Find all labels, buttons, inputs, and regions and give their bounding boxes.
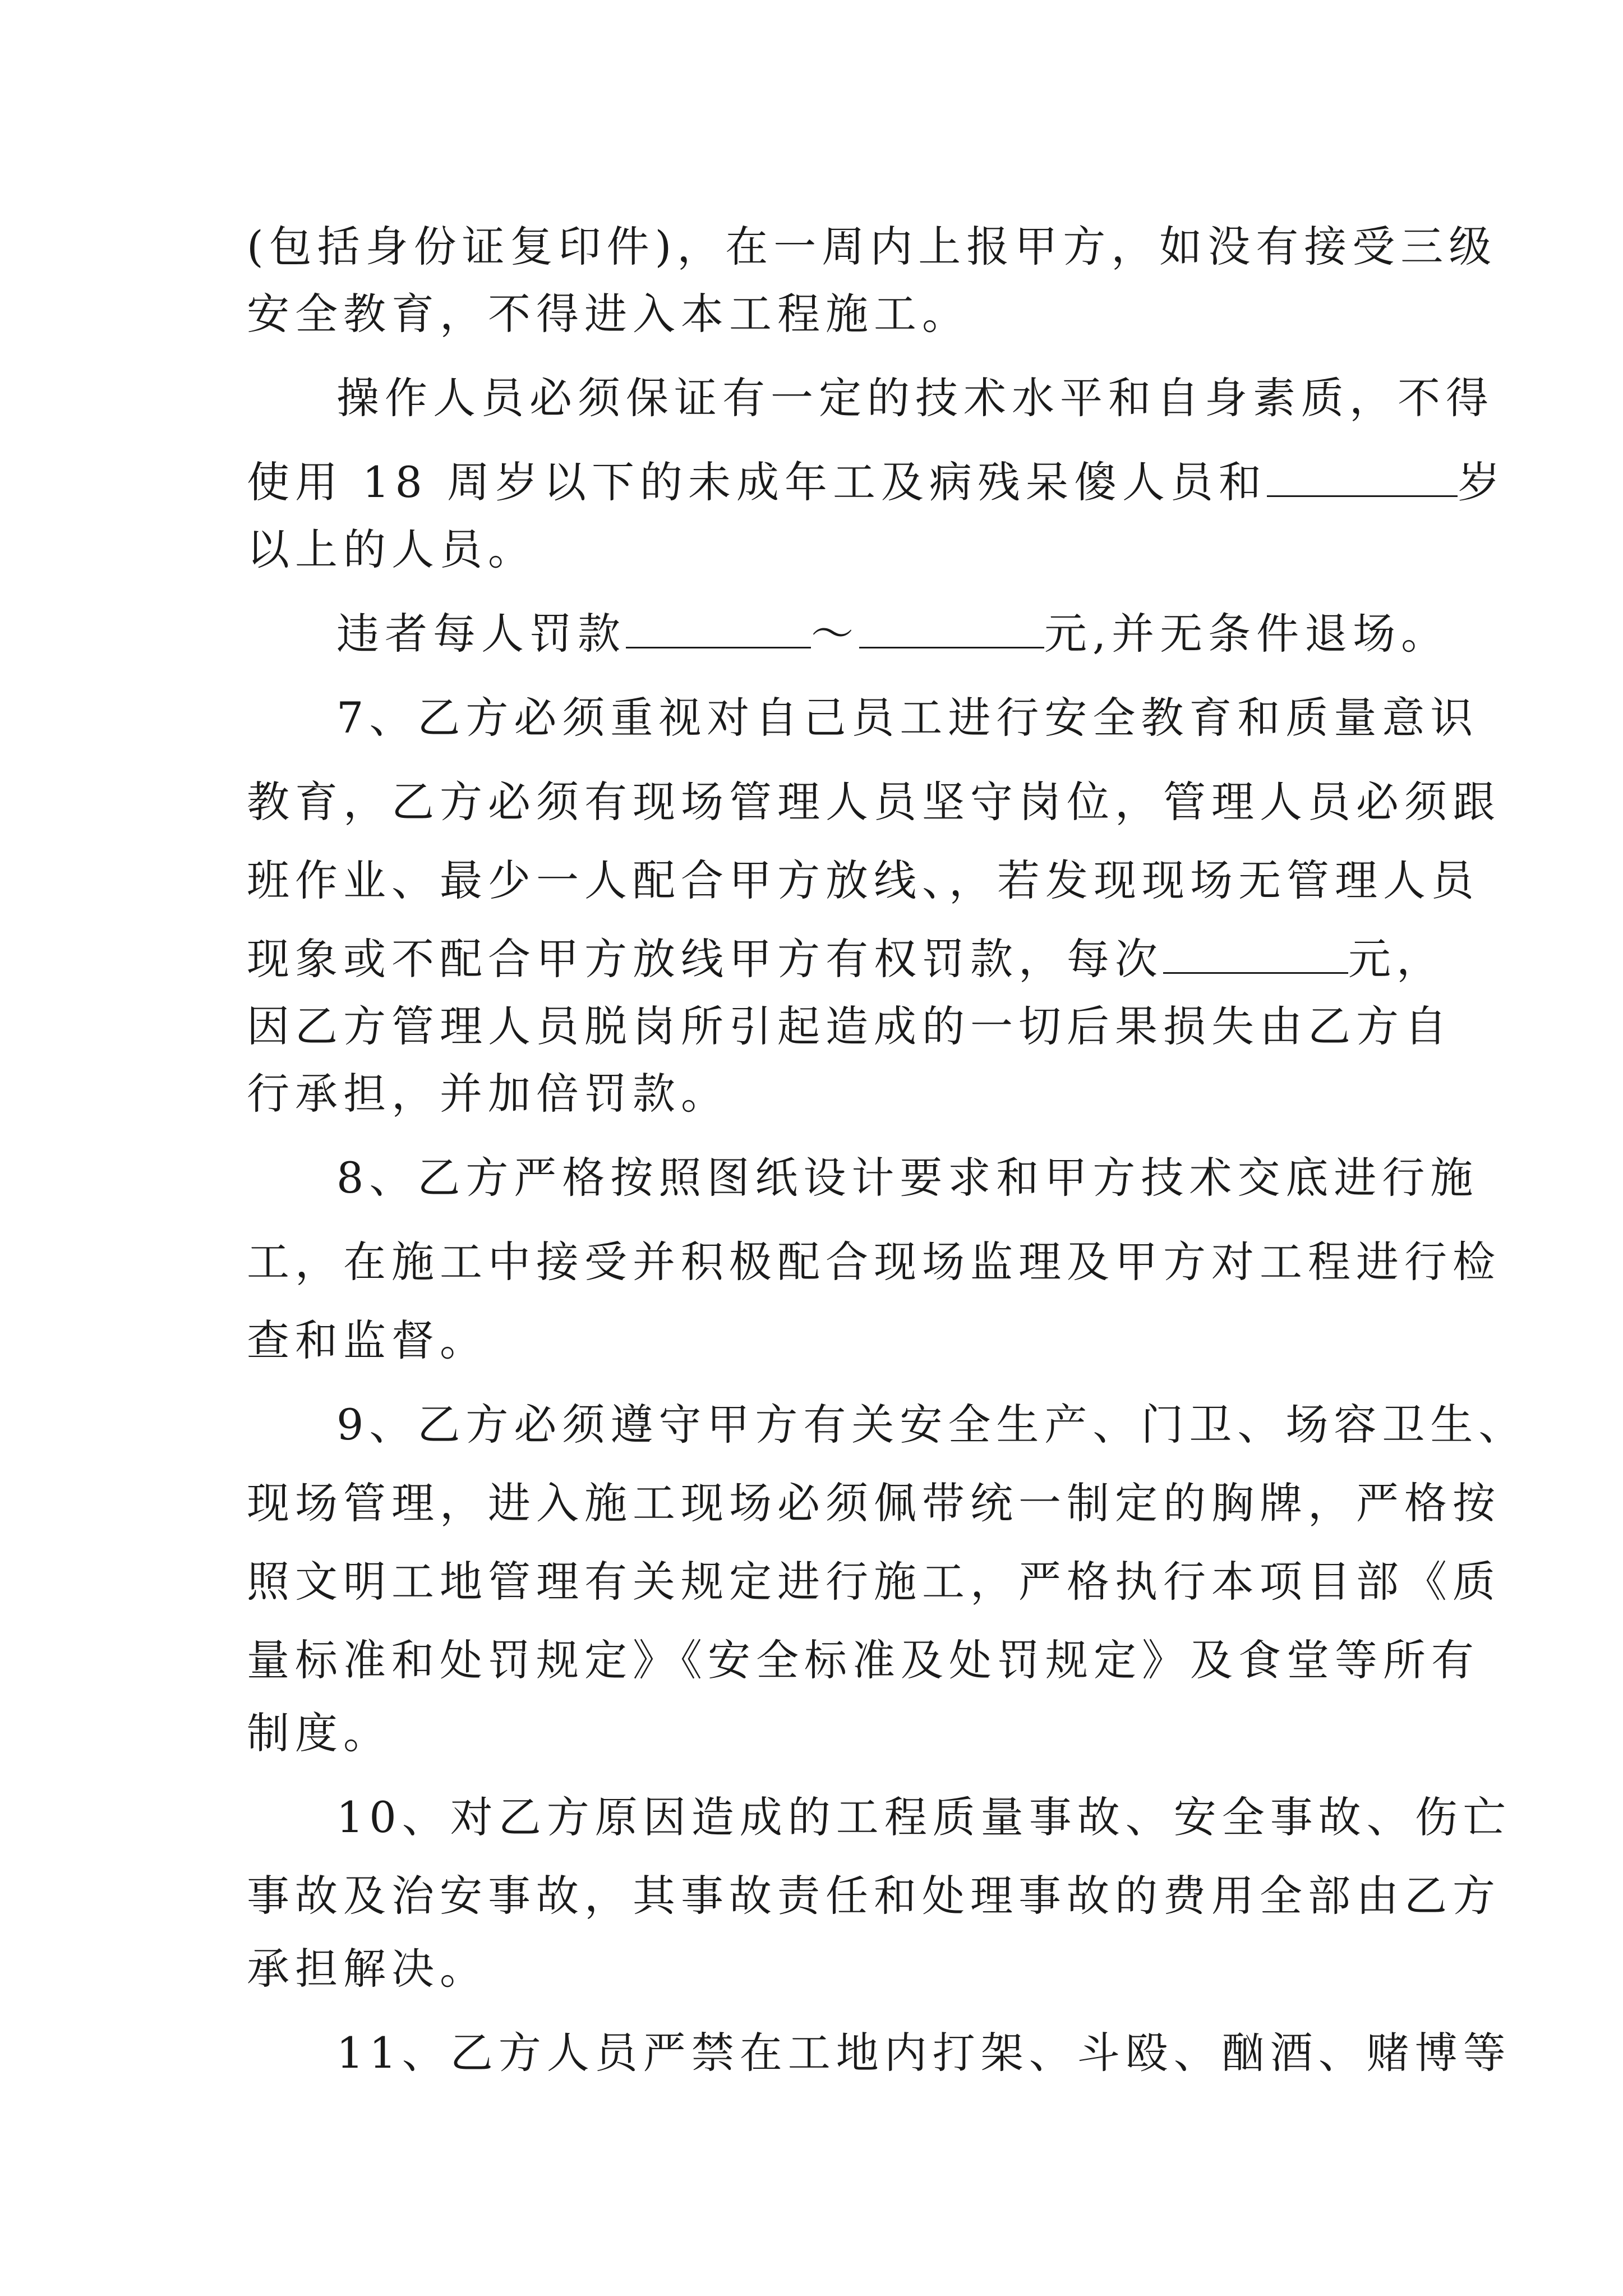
text-line: 查和监督。 (247, 1315, 488, 1365)
text-line: 照文明工地管理有关规定进行施工，严格执行本项目部《质 (247, 1557, 1501, 1607)
text-segment: 元， (1348, 934, 1445, 984)
text-line: 安全教育，不得进入本工程施工。 (247, 289, 970, 339)
text-line: 7、乙方必须重视对自己员工进行安全教育和质量意识 (336, 693, 1479, 743)
text-line: 11、乙方人员严禁在工地内打架、斗殴、酗酒、赌博等 (336, 2028, 1511, 2078)
text-line: (包括身份证复印件)，在一周内上报甲方，如没有接受三级 (247, 222, 1497, 272)
text-line (247, 600, 1481, 668)
text-line: 承担解决。 (247, 1944, 488, 1994)
text-line: 事故及治安事故，其事故责任和处理事故的费用全部由乙方 (247, 1871, 1501, 1921)
text-line: 行承担，并加倍罚款。 (247, 1069, 729, 1119)
text-line: 班作业、最少一人配合甲方放线、，若发现现场无管理人员 (247, 855, 1479, 905)
text-segment: 岁 (1458, 457, 1506, 507)
text-line: 以上的人员。 (247, 524, 536, 574)
text-line: 量标准和处罚规定》《安全标准及处罚规定》及食堂等所有 (247, 1635, 1479, 1685)
text-segment: 违者每人罚款 (336, 609, 626, 659)
age-blank-field (1267, 456, 1458, 497)
document-page (247, 0, 1527, 2296)
text-line (247, 926, 1445, 993)
text-line (247, 449, 1506, 516)
text-line: 因乙方管理人员脱岗所引起造成的一切后果损失由乙方自 (247, 1001, 1453, 1051)
text-segment: 使用 18 周岁以下的未成年工及病残呆傻人员和 (247, 457, 1267, 507)
fine-min-blank-field (626, 608, 811, 648)
text-line: 操作人员必须保证有一定的技术水平和自身素质，不得 (336, 373, 1494, 423)
text-line: 工，在施工中接受并积极配合现场监理及甲方对工程进行检 (247, 1237, 1501, 1287)
text-line: 9、乙方必须遵守甲方有关安全生产、门卫、场容卫生、 (336, 1400, 1527, 1450)
text-segment: ～ (811, 609, 859, 659)
text-line: 制度。 (247, 1708, 391, 1758)
text-line: 8、乙方严格按照图纸设计要求和甲方技术交底进行施 (336, 1153, 1479, 1203)
text-line: 10、对乙方原因造成的工程质量事故、安全事故、伤亡 (336, 1792, 1511, 1842)
text-line: 现场管理，进入施工现场必须佩带统一制定的胸牌，严格按 (247, 1478, 1501, 1528)
text-segment: 现象或不配合甲方放线甲方有权罚款，每次 (247, 934, 1163, 984)
text-segment: 元,并无条件退场。 (1044, 609, 1450, 659)
fine-max-blank-field (859, 608, 1044, 648)
text-line: 教育，乙方必须有现场管理人员坚守岗位，管理人员必须跟 (247, 777, 1501, 827)
fine-each-blank-field (1163, 933, 1348, 974)
